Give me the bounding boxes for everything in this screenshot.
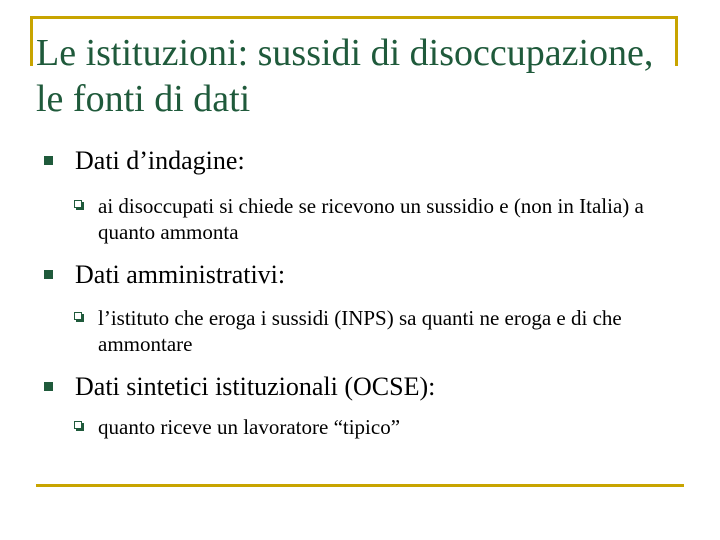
frame-left-line bbox=[30, 16, 33, 66]
frame-top-line bbox=[30, 16, 678, 19]
square-bullet-icon bbox=[44, 382, 53, 391]
slide-title: Le istituzioni: sussidi di disoccupazione, le fonti di dati bbox=[36, 32, 654, 120]
sub-bullet-item-text: ai disoccupati si chiede se ricevono un sussidio e (non in Italia) a quanto ammonta bbox=[98, 194, 644, 244]
square-bullet-icon bbox=[44, 156, 53, 165]
sub-bullet-item-text: quanto riceve un lavoratore “tipico” bbox=[98, 415, 401, 439]
square-bullet-icon bbox=[44, 270, 53, 279]
frame-bottom-line bbox=[36, 484, 684, 487]
hollow-square-bullet-icon bbox=[74, 312, 82, 320]
bullet-item-label: Dati sintetici istituzionali (OCSE): bbox=[75, 372, 436, 401]
bullet-item-label: Dati d’indagine: bbox=[75, 146, 245, 175]
hollow-square-bullet-icon bbox=[74, 200, 82, 208]
frame-right-line bbox=[675, 16, 678, 66]
hollow-square-bullet-icon bbox=[74, 421, 82, 429]
bullet-item-label: Dati amministrativi: bbox=[75, 260, 286, 289]
sub-bullet-item-text: l’istituto che eroga i sussidi (INPS) sa quanti ne eroga e di che ammontare bbox=[98, 306, 622, 356]
